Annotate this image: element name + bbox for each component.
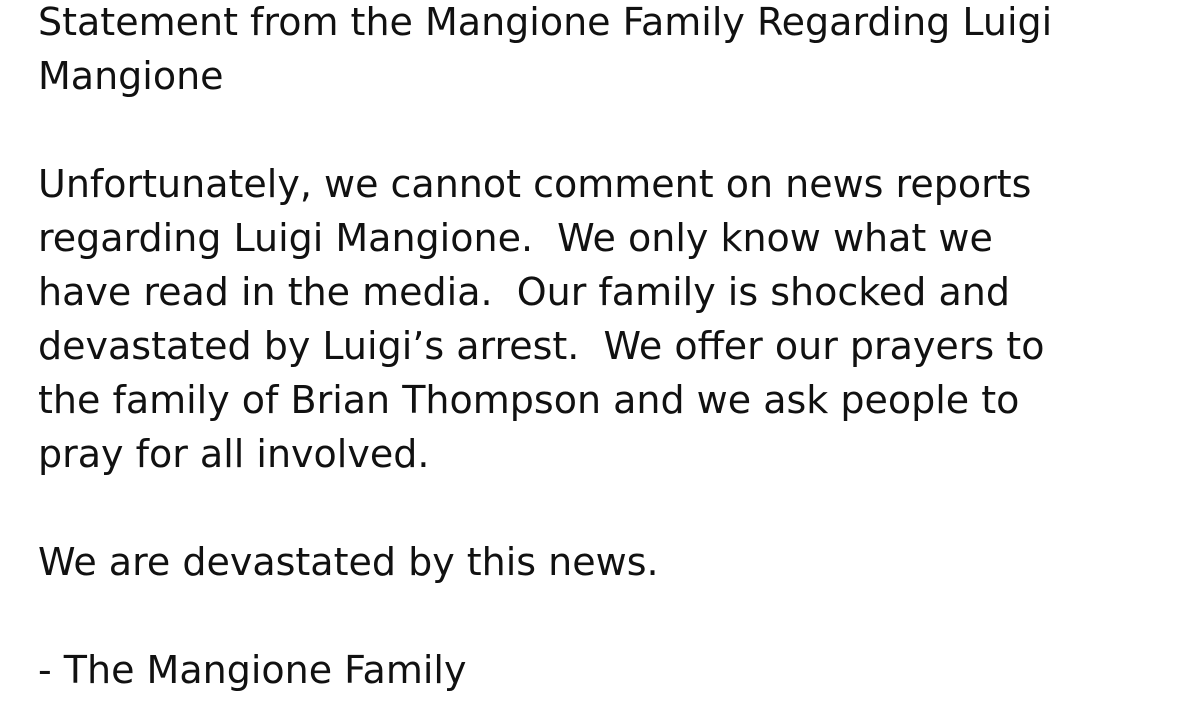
- body-line: Unfortunately, we cannot comment on news reports: [38, 162, 1032, 206]
- signature: - The Mangione Family: [38, 648, 467, 692]
- paragraph-gap: [38, 589, 1158, 643]
- paragraph-gap: [38, 481, 1158, 535]
- closing-sentence: We are devastated by this news.: [38, 540, 659, 584]
- body-line: pray for all involved.: [38, 432, 430, 476]
- statement-title: [38, 0, 1158, 103]
- paragraph-gap: [38, 103, 1158, 157]
- body-line: regarding Luigi Mangione. We only know what we: [38, 216, 993, 260]
- statement-body-paragraph: [38, 157, 1158, 481]
- body-line: devastated by Luigi’s arrest. We offer our prayers to: [38, 324, 1045, 368]
- title-line: Statement from the Mangione Family Regarding Luigi: [38, 0, 1053, 44]
- body-line: the family of Brian Thompson and we ask people to: [38, 378, 1020, 422]
- statement-document: [38, 0, 1158, 697]
- body-line: have read in the media. Our family is shocked and: [38, 270, 1010, 314]
- title-line: Mangione: [38, 54, 224, 98]
